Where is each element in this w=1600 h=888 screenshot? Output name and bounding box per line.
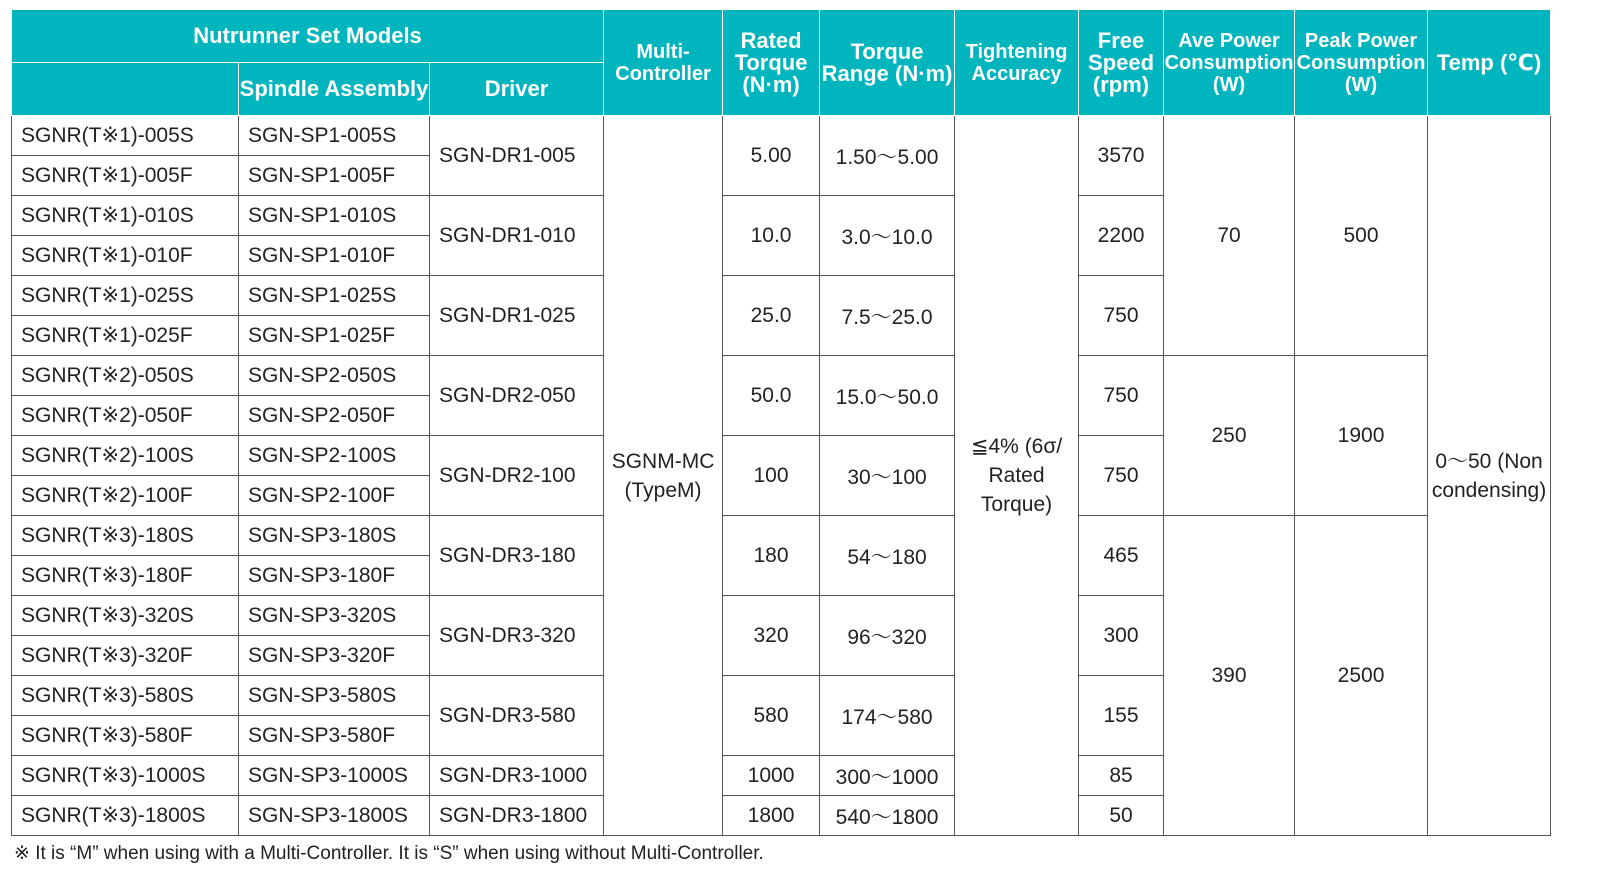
- torque-range-cell: 15.0～50.0: [820, 356, 955, 436]
- rated-torque-cell: 1800: [723, 796, 820, 836]
- free-speed-cell: 155: [1079, 676, 1164, 756]
- driver-cell: SGN-DR1-010: [430, 196, 604, 276]
- model-cell: SGNR(T※2)-100S: [12, 436, 239, 476]
- free-speed-cell: 50: [1079, 796, 1164, 836]
- header-free-speed: Free Speed (rpm): [1079, 10, 1164, 116]
- spindle-cell: SGN-SP1-005S: [239, 116, 430, 156]
- spindle-cell: SGN-SP3-320F: [239, 636, 430, 676]
- rated-torque-cell: 1000: [723, 756, 820, 796]
- header-torque-range: Torque Range (N·m): [820, 10, 955, 116]
- header-tightening-accuracy: Tightening Accuracy: [955, 10, 1079, 116]
- model-cell: SGNR(T※2)-050S: [12, 356, 239, 396]
- spindle-cell: SGN-SP2-100F: [239, 476, 430, 516]
- model-cell: SGNR(T※3)-1800S: [12, 796, 239, 836]
- spindle-cell: SGN-SP3-580S: [239, 676, 430, 716]
- header-rated-torque: Rated Torque (N·m): [723, 10, 820, 116]
- model-cell: SGNR(T※3)-180F: [12, 556, 239, 596]
- ave-power-cell: 390: [1164, 516, 1295, 836]
- free-speed-cell: 300: [1079, 596, 1164, 676]
- torque-range-cell: 30～100: [820, 436, 955, 516]
- header-driver: Driver: [430, 63, 604, 116]
- spindle-cell: SGN-SP3-1000S: [239, 756, 430, 796]
- nutrunner-spec-table: [11, 9, 1551, 836]
- model-cell: SGNR(T※3)-580F: [12, 716, 239, 756]
- driver-cell: SGN-DR1-005: [430, 116, 604, 196]
- torque-range-cell: 300～1000: [820, 756, 955, 796]
- free-speed-cell: 750: [1079, 356, 1164, 436]
- table-row: [12, 116, 1551, 156]
- rated-torque-cell: 320: [723, 596, 820, 676]
- header-set-models: Nutrunner Set Models: [12, 10, 604, 63]
- free-speed-cell: 465: [1079, 516, 1164, 596]
- model-cell: SGNR(T※3)-320F: [12, 636, 239, 676]
- spindle-cell: SGN-SP1-010S: [239, 196, 430, 236]
- multi-controller-cell: SGNM-MC (TypeM): [604, 116, 723, 836]
- free-speed-cell: 3570: [1079, 116, 1164, 196]
- rated-torque-cell: 10.0: [723, 196, 820, 276]
- torque-range-cell: 96～320: [820, 596, 955, 676]
- tightening-accuracy-cell: ≦4% (6σ/ Rated Torque): [955, 116, 1079, 836]
- spindle-cell: SGN-SP3-1800S: [239, 796, 430, 836]
- driver-cell: SGN-DR3-580: [430, 676, 604, 756]
- rated-torque-cell: 580: [723, 676, 820, 756]
- driver-cell: SGN-DR3-320: [430, 596, 604, 676]
- temp-cell: 0～50 (Non condensing): [1428, 116, 1551, 836]
- free-speed-cell: 2200: [1079, 196, 1164, 276]
- rated-torque-cell: 5.00: [723, 116, 820, 196]
- footnote: ※ It is “M” when using with a Multi-Controller. It is “S” when using without Multi-Controller.: [14, 843, 764, 864]
- driver-cell: SGN-DR3-180: [430, 516, 604, 596]
- header-multi-controller: Multi-Controller: [604, 10, 723, 116]
- spindle-cell: SGN-SP2-100S: [239, 436, 430, 476]
- model-cell: SGNR(T※2)-100F: [12, 476, 239, 516]
- model-cell: SGNR(T※1)-025S: [12, 276, 239, 316]
- spindle-cell: SGN-SP2-050S: [239, 356, 430, 396]
- driver-cell: SGN-DR3-1800: [430, 796, 604, 836]
- model-cell: SGNR(T※1)-005S: [12, 116, 239, 156]
- table-row: [12, 516, 1551, 556]
- ave-power-cell: 250: [1164, 356, 1295, 516]
- ave-power-cell: 70: [1164, 116, 1295, 356]
- free-speed-cell: 750: [1079, 276, 1164, 356]
- header-peak-power: Peak Power Consumption (W): [1295, 10, 1428, 116]
- spindle-cell: SGN-SP1-005F: [239, 156, 430, 196]
- model-cell: SGNR(T※3)-180S: [12, 516, 239, 556]
- spindle-cell: SGN-SP3-580F: [239, 716, 430, 756]
- driver-cell: SGN-DR2-100: [430, 436, 604, 516]
- header-temp: Temp (℃): [1428, 10, 1551, 116]
- peak-power-cell: 1900: [1295, 356, 1428, 516]
- spec-table-wrapper: [11, 9, 1551, 836]
- driver-cell: SGN-DR3-1000: [430, 756, 604, 796]
- free-speed-cell: 750: [1079, 436, 1164, 516]
- torque-range-cell: 174～580: [820, 676, 955, 756]
- rated-torque-cell: 25.0: [723, 276, 820, 356]
- header-ave-power: Ave Power Consumption (W): [1164, 10, 1295, 116]
- torque-range-cell: 7.5～25.0: [820, 276, 955, 356]
- model-cell: SGNR(T※3)-580S: [12, 676, 239, 716]
- peak-power-cell: 500: [1295, 116, 1428, 356]
- model-cell: SGNR(T※1)-010F: [12, 236, 239, 276]
- rated-torque-cell: 50.0: [723, 356, 820, 436]
- torque-range-cell: 54～180: [820, 516, 955, 596]
- header-blank: [12, 63, 239, 116]
- spindle-cell: SGN-SP1-025F: [239, 316, 430, 356]
- driver-cell: SGN-DR2-050: [430, 356, 604, 436]
- peak-power-cell: 2500: [1295, 516, 1428, 836]
- driver-cell: SGN-DR1-025: [430, 276, 604, 356]
- table-row: [12, 356, 1551, 396]
- spindle-cell: SGN-SP2-050F: [239, 396, 430, 436]
- torque-range-cell: 540～1800: [820, 796, 955, 836]
- model-cell: SGNR(T※2)-050F: [12, 396, 239, 436]
- model-cell: SGNR(T※1)-010S: [12, 196, 239, 236]
- rated-torque-cell: 100: [723, 436, 820, 516]
- model-cell: SGNR(T※3)-320S: [12, 596, 239, 636]
- header-spindle-assembly: Spindle Assembly: [239, 63, 430, 116]
- spindle-cell: SGN-SP1-025S: [239, 276, 430, 316]
- model-cell: SGNR(T※1)-025F: [12, 316, 239, 356]
- torque-range-cell: 1.50～5.00: [820, 116, 955, 196]
- spindle-cell: SGN-SP3-180S: [239, 516, 430, 556]
- rated-torque-cell: 180: [723, 516, 820, 596]
- model-cell: SGNR(T※1)-005F: [12, 156, 239, 196]
- model-cell: SGNR(T※3)-1000S: [12, 756, 239, 796]
- spindle-cell: SGN-SP1-010F: [239, 236, 430, 276]
- spindle-cell: SGN-SP3-180F: [239, 556, 430, 596]
- spindle-cell: SGN-SP3-320S: [239, 596, 430, 636]
- torque-range-cell: 3.0～10.0: [820, 196, 955, 276]
- free-speed-cell: 85: [1079, 756, 1164, 796]
